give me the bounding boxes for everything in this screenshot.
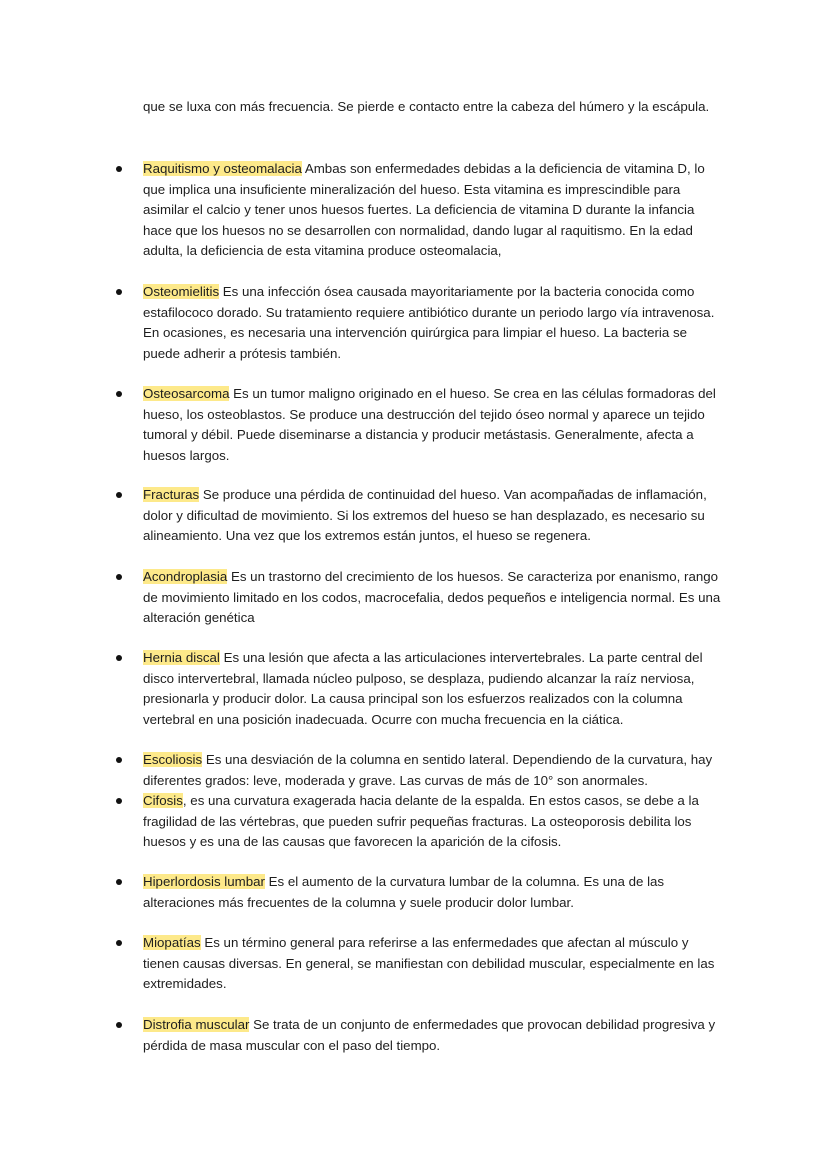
item-description: Es una lesión que afecta a las articulaciones intervertebrales. La parte central del disco intervertebral, llamada núcleo pulposo, se desplaza, pudiendo alcanzar la raíz nerviosa, presionarla y producir dolor. La causa principal son los esfuerzos realizados con la columna vertebral en una posición inadecuada. Ocurre con mucha frecuencia en la ciática. xyxy=(143,650,703,727)
highlighted-term: Acondroplasia xyxy=(143,569,228,584)
list-item xyxy=(143,485,723,547)
list-item xyxy=(143,282,723,364)
item-description: Es una infección ósea causada mayoritariamente por la bacteria conocida como estafilococo dorado. Su tratamiento requiere antibiótico durante un periodo largo vía intravenosa. En ocasiones, es necesaria una intervención quirúrgica para limpiar el hueso. La bacteria se puede adherir a prótesis también. xyxy=(143,284,715,361)
bullet-icon xyxy=(116,757,122,763)
item-description: Es un término general para referirse a las enfermedades que afectan al músculo y tienen causas diversas. En general, se manifiestan con debilidad muscular, especialmente en las extremidades. xyxy=(143,935,715,991)
list-item xyxy=(143,384,723,466)
highlighted-term: Fracturas xyxy=(143,487,200,502)
bullet-icon xyxy=(116,879,122,885)
highlighted-term: Miopatías xyxy=(143,935,201,950)
item-description: Ambas son enfermedades debidas a la deficiencia de vitamina D, lo que implica una insuficiente mineralización del hueso. Esta vitamina es imprescindible para asimilar el calcio y tener unos huesos fuertes. La deficiencia de vitamina D durante la infancia hace que los huesos no se desarrollen con normalidad, dando lugar al raquitismo. En la edad adulta, la deficiencia de esta vitamina produce osteomalacia, xyxy=(143,161,705,258)
item-description: Es un trastorno del crecimiento de los huesos. Se caracteriza por enanismo, rango de movimiento limitado en los codos, macrocefalia, dedos pequeños e inteligencia normal. Es una alteración genética xyxy=(143,569,721,625)
item-description: Es una desviación de la columna en sentido lateral. Dependiendo de la curvatura, hay diferentes grados: leve, moderada y grave. Las curvas de más de 10° son anormales. xyxy=(143,752,713,788)
highlighted-term: Escoliosis xyxy=(143,752,203,767)
item-description: Se trata de un conjunto de enfermedades que provocan debilidad progresiva y pérdida de masa muscular con el paso del tiempo. xyxy=(143,1017,716,1053)
highlighted-term: Cifosis xyxy=(143,793,183,808)
bullet-icon xyxy=(116,940,122,946)
list-item xyxy=(143,933,723,995)
bullet-icon xyxy=(116,574,122,580)
list-item xyxy=(143,567,723,629)
highlighted-term: Distrofia muscular xyxy=(143,1017,250,1032)
list-item xyxy=(143,159,723,262)
bullet-icon xyxy=(116,492,122,498)
bullet-icon xyxy=(116,391,122,397)
list-item xyxy=(143,750,723,791)
highlighted-term: Hiperlordosis lumbar xyxy=(143,874,265,889)
list-item xyxy=(143,872,723,913)
item-description: Es el aumento de la curvatura lumbar de la columna. Es una de las alteraciones más frecuentes de la columna y suele producir dolor lumbar. xyxy=(143,874,665,910)
item-description: Es un tumor maligno originado en el hueso. Se crea en las células formadoras del hueso, los osteoblastos. Se produce una destrucción del tejido óseo normal y aparece un tejido tumoral y débil. Puede diseminarse a distancia y producir metástasis. Generalmente, afecta a huesos largos. xyxy=(143,386,716,463)
bullet-icon xyxy=(116,289,122,295)
item-description: , es una curvatura exagerada hacia delante de la espalda. En estos casos, se debe a la fragilidad de las vértebras, que pueden sufrir pequeñas fracturas. La osteoporosis debilita los huesos y es una de las causas que favorecen la aparición de la cifosis. xyxy=(143,793,699,849)
list-item xyxy=(143,791,723,853)
bullet-icon xyxy=(116,1022,122,1028)
bullet-icon xyxy=(116,798,122,804)
highlighted-term: Osteomielitis xyxy=(143,284,220,299)
highlighted-term: Raquitismo y osteomalacia xyxy=(143,161,302,176)
list-item xyxy=(143,648,723,730)
highlighted-term: Osteosarcoma xyxy=(143,386,230,401)
highlighted-term: Hernia discal xyxy=(143,650,220,665)
item-description: Se produce una pérdida de continuidad del hueso. Van acompañadas de inflamación, dolor y dificultad de movimiento. Si los extremos del hueso se han desplazado, es necesario su alineamiento. Una vez que los extremos están juntos, el hueso se regenera. xyxy=(143,487,707,543)
bullet-icon xyxy=(116,166,122,172)
bullet-icon xyxy=(116,655,122,661)
intro-paragraph: que se luxa con más frecuencia. Se pierde e contacto entre la cabeza del húmero y la escápula. xyxy=(143,99,710,114)
list-item xyxy=(143,1015,723,1056)
